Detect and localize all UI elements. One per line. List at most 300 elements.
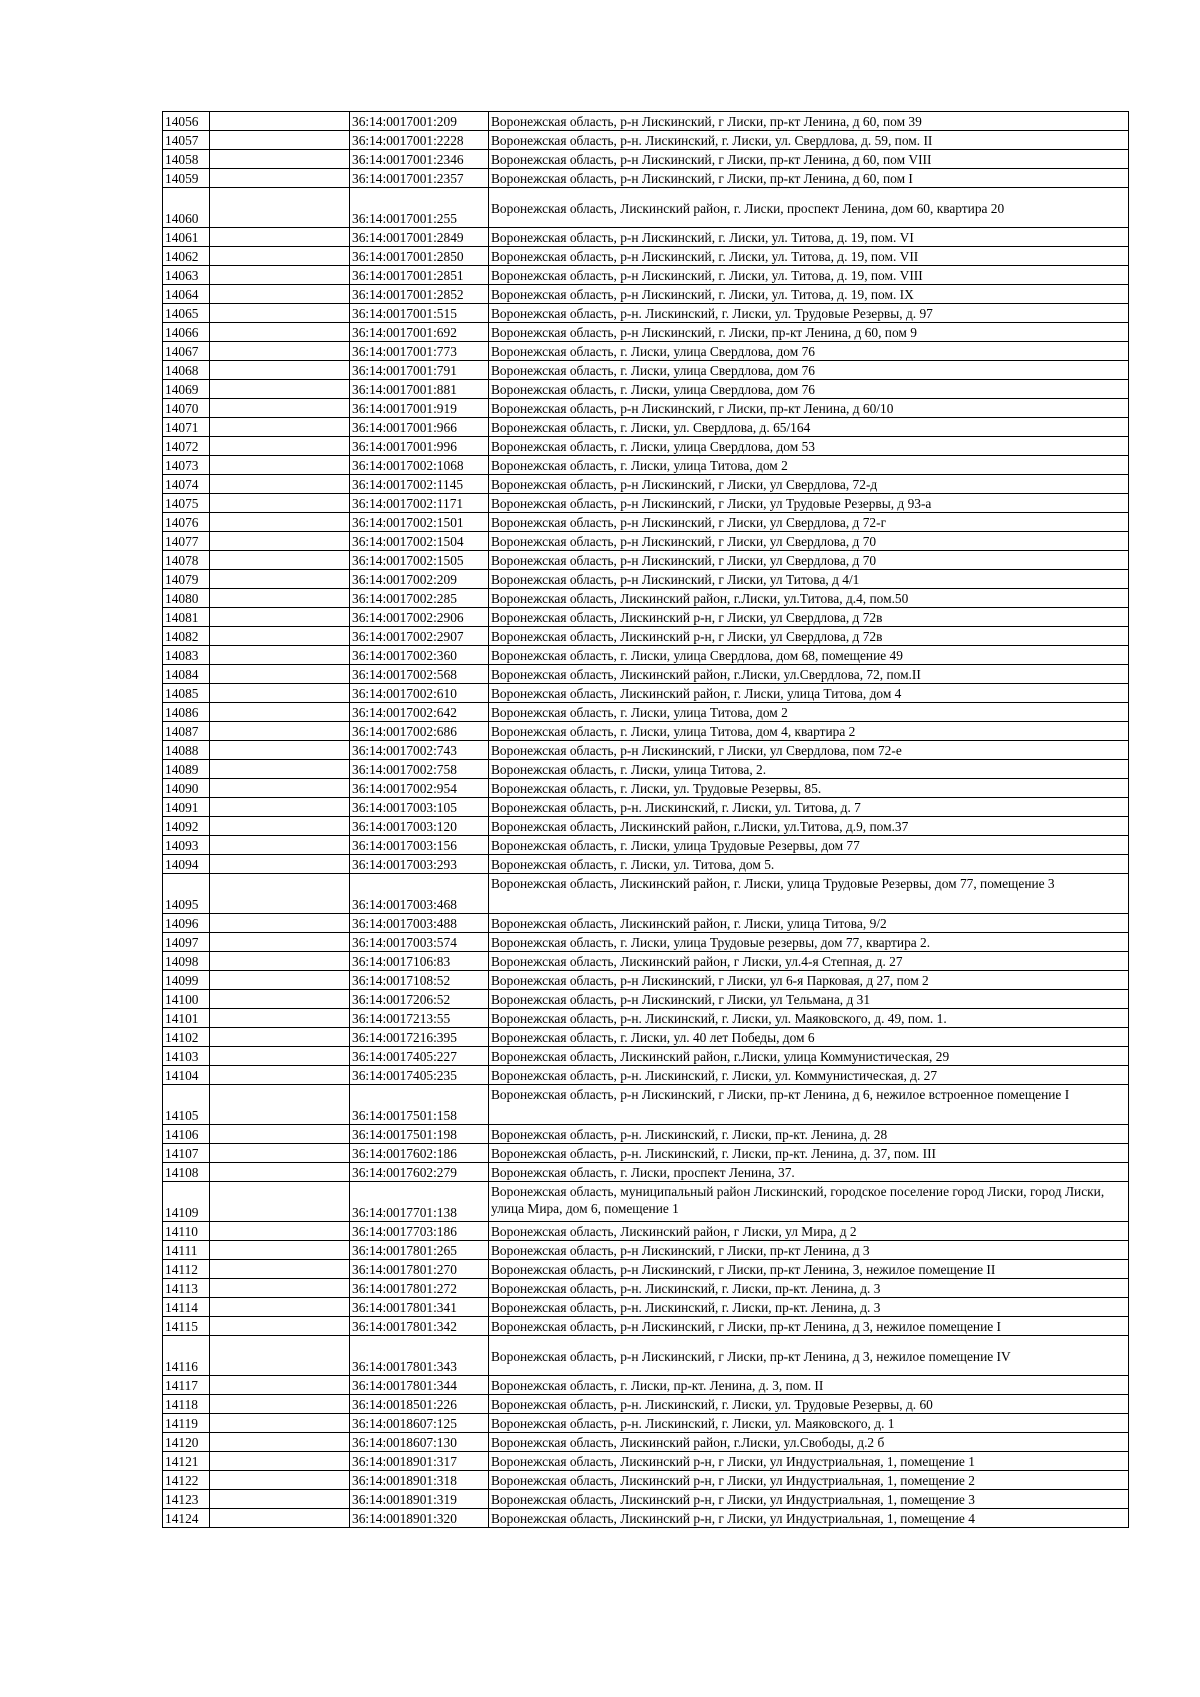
blank-cell [210,1317,350,1336]
cadastral-number-cell: 36:14:0017001:881 [350,380,489,399]
table-row [163,570,1129,589]
address-cell: Воронежская область, р-н Лискинский, г Лиски, пр-кт Ленина, д 3 [489,1241,1129,1260]
table-row [163,266,1129,285]
cadastral-number-cell: 36:14:0017001:2850 [350,247,489,266]
address-cell: Воронежская область, р-н Лискинский, г. Лиски, ул. Титова, д. 19, пом. IX [489,285,1129,304]
blank-cell [210,247,350,266]
address-cell: Воронежская область, р-н Лискинский, г. Лиски, ул. Титова, д. 19, пом. VII [489,247,1129,266]
blank-cell [210,798,350,817]
cadastral-number-cell: 36:14:0018901:320 [350,1509,489,1528]
row-number-cell: 14073 [163,456,210,475]
table-row [163,1336,1129,1376]
cadastral-number-cell: 36:14:0017213:55 [350,1009,489,1028]
cadastral-number-cell: 36:14:0017002:954 [350,779,489,798]
cadastral-number-cell: 36:14:0017003:156 [350,836,489,855]
row-number-cell: 14064 [163,285,210,304]
table-row [163,1028,1129,1047]
table-row [163,399,1129,418]
address-cell: Воронежская область, г. Лиски, улица Титова, дом 4, квартира 2 [489,722,1129,741]
row-number-cell: 14081 [163,608,210,627]
table-row [163,933,1129,952]
address-cell: Воронежская область, р-н Лискинский, г Лиски, ул Титова, д 4/1 [489,570,1129,589]
blank-cell [210,570,350,589]
blank-cell [210,722,350,741]
address-cell: Воронежская область, г. Лиски, улица Свердлова, дом 76 [489,380,1129,399]
table-row [163,475,1129,494]
cadastral-number-cell: 36:14:0017405:227 [350,1047,489,1066]
row-number-cell: 14078 [163,551,210,570]
address-cell: Воронежская область, г. Лиски, проспект Ленина, 37. [489,1163,1129,1182]
table-row [163,1317,1129,1336]
blank-cell [210,665,350,684]
row-number-cell: 14077 [163,532,210,551]
table-row [163,627,1129,646]
table-row [163,1066,1129,1085]
address-cell: Воронежская область, г. Лиски, улица Титова, 2. [489,760,1129,779]
cadastral-number-cell: 36:14:0017001:2357 [350,169,489,188]
cadastral-number-cell: 36:14:0018901:319 [350,1490,489,1509]
row-number-cell: 14072 [163,437,210,456]
blank-cell [210,456,350,475]
blank-cell [210,1395,350,1414]
blank-cell [210,646,350,665]
table-row [163,1163,1129,1182]
row-number-cell: 14124 [163,1509,210,1528]
address-cell: Воронежская область, г. Лиски, ул. Трудовые Резервы, 85. [489,779,1129,798]
row-number-cell: 14111 [163,1241,210,1260]
records-table [162,111,1129,1528]
row-number-cell: 14102 [163,1028,210,1047]
table-row [163,1085,1129,1125]
cadastral-number-cell: 36:14:0017001:773 [350,342,489,361]
blank-cell [210,304,350,323]
address-cell: Воронежская область, р-н. Лискинский, г. Лиски, ул. Трудовые Резервы, д. 60 [489,1395,1129,1414]
address-cell: Воронежская область, р-н. Лискинский, г. Лиски, ул. Свердлова, д. 59, пом. II [489,131,1129,150]
row-number-cell: 14107 [163,1144,210,1163]
table-row [163,1125,1129,1144]
table-row [163,741,1129,760]
table-row [163,169,1129,188]
table-row [163,722,1129,741]
row-number-cell: 14079 [163,570,210,589]
row-number-cell: 14114 [163,1298,210,1317]
table-row [163,1222,1129,1241]
blank-cell [210,1144,350,1163]
address-cell: Воронежская область, г. Лиски, ул. Титова, дом 5. [489,855,1129,874]
cadastral-number-cell: 36:14:0017216:395 [350,1028,489,1047]
blank-cell [210,380,350,399]
table-row [163,589,1129,608]
blank-cell [210,361,350,380]
row-number-cell: 14087 [163,722,210,741]
cadastral-number-cell: 36:14:0017001:2849 [350,228,489,247]
blank-cell [210,1028,350,1047]
table-row [163,855,1129,874]
table-row [163,1490,1129,1509]
row-number-cell: 14117 [163,1376,210,1395]
blank-cell [210,1471,350,1490]
cadastral-number-cell: 36:14:0017002:1504 [350,532,489,551]
table-row [163,456,1129,475]
blank-cell [210,131,350,150]
table-row [163,1279,1129,1298]
blank-cell [210,285,350,304]
blank-cell [210,1182,350,1222]
row-number-cell: 14074 [163,475,210,494]
blank-cell [210,418,350,437]
address-cell: Воронежская область, р-н. Лискинский, г. Лиски, ул. Маяковского, д. 49, пом. 1. [489,1009,1129,1028]
row-number-cell: 14069 [163,380,210,399]
address-cell: Воронежская область, Лискинский район, г.Лиски, ул.Титова, д.9, пом.37 [489,817,1129,836]
table-row [163,342,1129,361]
address-cell: Воронежская область, Лискинский р-н, г Лиски, ул Индустриальная, 1, помещение 4 [489,1509,1129,1528]
table-row [163,703,1129,722]
row-number-cell: 14095 [163,874,210,914]
blank-cell [210,1222,350,1241]
row-number-cell: 14099 [163,971,210,990]
cadastral-number-cell: 36:14:0017002:1505 [350,551,489,570]
cadastral-number-cell: 36:14:0017108:52 [350,971,489,990]
address-cell: Воронежская область, муниципальный район Лискинский, городское поселение город Лиски, город Лиски, улица Мира, дом 6, помещение 1 [489,1182,1129,1222]
blank-cell [210,1509,350,1528]
table-row [163,188,1129,228]
table-row [163,1433,1129,1452]
address-cell: Воронежская область, г. Лиски, ул. Свердлова, д. 65/164 [489,418,1129,437]
cadastral-number-cell: 36:14:0017801:344 [350,1376,489,1395]
address-cell: Воронежская область, р-н Лискинский, г Лиски, ул Трудовые Резервы, д 93-а [489,494,1129,513]
row-number-cell: 14104 [163,1066,210,1085]
address-cell: Воронежская область, р-н. Лискинский, г. Лиски, ул. Маяковского, д. 1 [489,1414,1129,1433]
address-cell: Воронежская область, р-н Лискинский, г Лиски, пр-кт Ленина, д 60, пом 39 [489,112,1129,131]
row-number-cell: 14060 [163,188,210,228]
row-number-cell: 14119 [163,1414,210,1433]
address-cell: Воронежская область, Лискинский район, г.Лиски, ул.Свердлова, 72, пом.II [489,665,1129,684]
address-cell: Воронежская область, г. Лиски, улица Титова, дом 2 [489,703,1129,722]
blank-cell [210,1241,350,1260]
table-row [163,646,1129,665]
table-row [163,608,1129,627]
row-number-cell: 14059 [163,169,210,188]
cadastral-number-cell: 36:14:0017001:515 [350,304,489,323]
row-number-cell: 14057 [163,131,210,150]
row-number-cell: 14106 [163,1125,210,1144]
cadastral-number-cell: 36:14:0017002:285 [350,589,489,608]
cadastral-number-cell: 36:14:0017002:209 [350,570,489,589]
table-row [163,836,1129,855]
address-cell: Воронежская область, Лискинский район, г.Лиски, ул.Титова, д.4, пом.50 [489,589,1129,608]
blank-cell [210,266,350,285]
table-row [163,1471,1129,1490]
table-row [163,798,1129,817]
cadastral-number-cell: 36:14:0017001:2346 [350,150,489,169]
address-cell: Воронежская область, р-н Лискинский, г Лиски, ул Свердлова, д 70 [489,532,1129,551]
address-cell: Воронежская область, г. Лиски, ул. 40 лет Победы, дом 6 [489,1028,1129,1047]
address-cell: Воронежская область, Лискинский р-н, г Лиски, ул Свердлова, д 72в [489,608,1129,627]
address-cell: Воронежская область, р-н. Лискинский, г. Лиски, пр-кт. Ленина, д. 28 [489,1125,1129,1144]
table-row [163,779,1129,798]
blank-cell [210,150,350,169]
address-cell: Воронежская область, р-н Лискинский, г Лиски, ул Свердлова, д 72-г [489,513,1129,532]
blank-cell [210,188,350,228]
cadastral-number-cell: 36:14:0017002:568 [350,665,489,684]
row-number-cell: 14063 [163,266,210,285]
blank-cell [210,1085,350,1125]
blank-cell [210,589,350,608]
cadastral-number-cell: 36:14:0017001:2852 [350,285,489,304]
blank-cell [210,1298,350,1317]
cadastral-number-cell: 36:14:0018607:130 [350,1433,489,1452]
cadastral-number-cell: 36:14:0017002:610 [350,684,489,703]
cadastral-number-cell: 36:14:0017801:341 [350,1298,489,1317]
blank-cell [210,684,350,703]
table-row [163,1509,1129,1528]
address-cell: Воронежская область, Лискинский район, г. Лиски, улица Трудовые Резервы, дом 77, помещение 3 [489,874,1129,914]
address-cell: Воронежская область, р-н Лискинский, г Лиски, пр-кт Ленина, 3, нежилое помещение II [489,1260,1129,1279]
table-row [163,874,1129,914]
row-number-cell: 14115 [163,1317,210,1336]
table-row [163,1009,1129,1028]
row-number-cell: 14100 [163,990,210,1009]
address-cell: Воронежская область, г. Лиски, пр-кт. Ленина, д. 3, пом. II [489,1376,1129,1395]
table-row [163,952,1129,971]
table-row [163,437,1129,456]
blank-cell [210,741,350,760]
blank-cell [210,323,350,342]
cadastral-number-cell: 36:14:0017003:488 [350,914,489,933]
cadastral-number-cell: 36:14:0018607:125 [350,1414,489,1433]
address-cell: Воронежская область, р-н Лискинский, г Лиски, пр-кт Ленина, д 60/10 [489,399,1129,418]
cadastral-number-cell: 36:14:0018501:226 [350,1395,489,1414]
row-number-cell: 14101 [163,1009,210,1028]
row-number-cell: 14122 [163,1471,210,1490]
blank-cell [210,836,350,855]
cadastral-number-cell: 36:14:0017002:1068 [350,456,489,475]
cadastral-number-cell: 36:14:0017405:235 [350,1066,489,1085]
table-row [163,1241,1129,1260]
address-cell: Воронежская область, р-н Лискинский, г Лиски, ул Свердлова, д 70 [489,551,1129,570]
cadastral-number-cell: 36:14:0017001:966 [350,418,489,437]
table-row [163,323,1129,342]
row-number-cell: 14116 [163,1336,210,1376]
cadastral-number-cell: 36:14:0017501:198 [350,1125,489,1144]
row-number-cell: 14088 [163,741,210,760]
cadastral-number-cell: 36:14:0017501:158 [350,1085,489,1125]
row-number-cell: 14061 [163,228,210,247]
cadastral-number-cell: 36:14:0017801:265 [350,1241,489,1260]
blank-cell [210,933,350,952]
blank-cell [210,551,350,570]
blank-cell [210,437,350,456]
table-row [163,285,1129,304]
address-cell: Воронежская область, Лискинский район, г. Лиски, улица Титова, дом 4 [489,684,1129,703]
blank-cell [210,513,350,532]
cadastral-number-cell: 36:14:0017002:1501 [350,513,489,532]
row-number-cell: 14091 [163,798,210,817]
address-cell: Воронежская область, Лискинский р-н, г Лиски, ул Индустриальная, 1, помещение 2 [489,1471,1129,1490]
cadastral-number-cell: 36:14:0017801:270 [350,1260,489,1279]
cadastral-number-cell: 36:14:0017002:2907 [350,627,489,646]
table-row [163,971,1129,990]
address-cell: Воронежская область, р-н Лискинский, г. Лиски, ул. Титова, д. 19, пом. VIII [489,266,1129,285]
address-cell: Воронежская область, г. Лиски, улица Трудовые резервы, дом 77, квартира 2. [489,933,1129,952]
row-number-cell: 14084 [163,665,210,684]
blank-cell [210,1452,350,1471]
table-row [163,1395,1129,1414]
cadastral-number-cell: 36:14:0017003:574 [350,933,489,952]
address-cell: Воронежская область, р-н Лискинский, г Лиски, ул Свердлова, пом 72-е [489,741,1129,760]
address-cell: Воронежская область, р-н Лискинский, г Лиски, ул Тельмана, д 31 [489,990,1129,1009]
address-cell: Воронежская область, р-н. Лискинский, г. Лиски, ул. Титова, д. 7 [489,798,1129,817]
blank-cell [210,874,350,914]
cadastral-number-cell: 36:14:0017602:186 [350,1144,489,1163]
address-cell: Воронежская область, р-н. Лискинский, г. Лиски, пр-кт. Ленина, д. 3 [489,1298,1129,1317]
table-row [163,551,1129,570]
cadastral-number-cell: 36:14:0017206:52 [350,990,489,1009]
table-row [163,1376,1129,1395]
cadastral-number-cell: 36:14:0017701:138 [350,1182,489,1222]
row-number-cell: 14062 [163,247,210,266]
cadastral-number-cell: 36:14:0017002:360 [350,646,489,665]
cadastral-number-cell: 36:14:0017801:342 [350,1317,489,1336]
cadastral-number-cell: 36:14:0017002:758 [350,760,489,779]
table-row [163,380,1129,399]
address-cell: Воронежская область, р-н. Лискинский, г. Лиски, пр-кт. Ленина, д. 37, пом. III [489,1144,1129,1163]
address-cell: Воронежская область, г. Лиски, улица Трудовые Резервы, дом 77 [489,836,1129,855]
address-cell: Воронежская область, г. Лиски, улица Свердлова, дом 53 [489,437,1129,456]
cadastral-number-cell: 36:14:0018901:318 [350,1471,489,1490]
table-row [163,228,1129,247]
cadastral-number-cell: 36:14:0017003:120 [350,817,489,836]
blank-cell [210,703,350,722]
blank-cell [210,1336,350,1376]
row-number-cell: 14120 [163,1433,210,1452]
blank-cell [210,1125,350,1144]
blank-cell [210,532,350,551]
address-cell: Воронежская область, р-н. Лискинский, г. Лиски, ул. Трудовые Резервы, д. 97 [489,304,1129,323]
table-row [163,532,1129,551]
table-row [163,112,1129,131]
cadastral-number-cell: 36:14:0017001:791 [350,361,489,380]
address-cell: Воронежская область, г. Лиски, улица Свердлова, дом 76 [489,361,1129,380]
row-number-cell: 14070 [163,399,210,418]
table-row [163,494,1129,513]
cadastral-number-cell: 36:14:0018901:317 [350,1452,489,1471]
cadastral-number-cell: 36:14:0017602:279 [350,1163,489,1182]
row-number-cell: 14108 [163,1163,210,1182]
table-row [163,150,1129,169]
row-number-cell: 14080 [163,589,210,608]
blank-cell [210,1433,350,1452]
row-number-cell: 14097 [163,933,210,952]
blank-cell [210,112,350,131]
table-row [163,665,1129,684]
blank-cell [210,971,350,990]
blank-cell [210,169,350,188]
address-cell: Воронежская область, р-н. Лискинский, г. Лиски, пр-кт. Ленина, д. 3 [489,1279,1129,1298]
row-number-cell: 14076 [163,513,210,532]
row-number-cell: 14103 [163,1047,210,1066]
table-row [163,361,1129,380]
address-cell: Воронежская область, р-н Лискинский, г Лиски, пр-кт Ленина, д 60, пом VIII [489,150,1129,169]
blank-cell [210,494,350,513]
cadastral-number-cell: 36:14:0017002:1171 [350,494,489,513]
cadastral-number-cell: 36:14:0017801:272 [350,1279,489,1298]
row-number-cell: 14094 [163,855,210,874]
row-number-cell: 14105 [163,1085,210,1125]
address-cell: Воронежская область, р-н Лискинский, г. Лиски, ул. Титова, д. 19, пом. VI [489,228,1129,247]
address-cell: Воронежская область, Лискинский район, г. Лиски, проспект Ленина, дом 60, квартира 20 [489,188,1129,228]
row-number-cell: 14110 [163,1222,210,1241]
cadastral-number-cell: 36:14:0017801:343 [350,1336,489,1376]
blank-cell [210,1009,350,1028]
address-cell: Воронежская область, р-н Лискинский, г Лиски, пр-кт Ленина, д 3, нежилое помещение I [489,1317,1129,1336]
blank-cell [210,342,350,361]
blank-cell [210,1047,350,1066]
row-number-cell: 14083 [163,646,210,665]
address-cell: Воронежская область, р-н Лискинский, г Лиски, ул 6-я Парковая, д 27, пом 2 [489,971,1129,990]
blank-cell [210,475,350,494]
cadastral-number-cell: 36:14:0017002:642 [350,703,489,722]
address-cell: Воронежская область, Лискинский р-н, г Лиски, ул Индустриальная, 1, помещение 1 [489,1452,1129,1471]
cadastral-number-cell: 36:14:0017002:686 [350,722,489,741]
cadastral-number-cell: 36:14:0017003:105 [350,798,489,817]
blank-cell [210,914,350,933]
row-number-cell: 14098 [163,952,210,971]
row-number-cell: 14056 [163,112,210,131]
cadastral-number-cell: 36:14:0017703:186 [350,1222,489,1241]
blank-cell [210,952,350,971]
cadastral-number-cell: 36:14:0017002:1145 [350,475,489,494]
blank-cell [210,990,350,1009]
blank-cell [210,627,350,646]
table-row [163,1298,1129,1317]
row-number-cell: 14085 [163,684,210,703]
table-row [163,684,1129,703]
blank-cell [210,760,350,779]
address-cell: Воронежская область, г. Лиски, улица Свердлова, дом 76 [489,342,1129,361]
cadastral-number-cell: 36:14:0017002:743 [350,741,489,760]
table-row [163,418,1129,437]
table-row [163,914,1129,933]
row-number-cell: 14109 [163,1182,210,1222]
blank-cell [210,399,350,418]
table-row [163,1182,1129,1222]
cadastral-number-cell: 36:14:0017106:83 [350,952,489,971]
cadastral-number-cell: 36:14:0017001:692 [350,323,489,342]
row-number-cell: 14089 [163,760,210,779]
row-number-cell: 14058 [163,150,210,169]
address-cell: Воронежская область, Лискинский район, г.Лиски, улица Коммунистическая, 29 [489,1047,1129,1066]
address-cell: Воронежская область, р-н Лискинский, г Лиски, ул Свердлова, 72-д [489,475,1129,494]
blank-cell [210,1490,350,1509]
row-number-cell: 14092 [163,817,210,836]
cadastral-number-cell: 36:14:0017001:2228 [350,131,489,150]
address-cell: Воронежская область, р-н Лискинский, г Лиски, пр-кт Ленина, д 6, нежилое встроенное помещение I [489,1085,1129,1125]
blank-cell [210,817,350,836]
row-number-cell: 14121 [163,1452,210,1471]
row-number-cell: 14065 [163,304,210,323]
table-row [163,131,1129,150]
row-number-cell: 14068 [163,361,210,380]
row-number-cell: 14118 [163,1395,210,1414]
cadastral-number-cell: 36:14:0017003:468 [350,874,489,914]
blank-cell [210,779,350,798]
row-number-cell: 14066 [163,323,210,342]
address-cell: Воронежская область, Лискинский р-н, г Лиски, ул Индустриальная, 1, помещение 3 [489,1490,1129,1509]
table-row [163,304,1129,323]
blank-cell [210,1066,350,1085]
address-cell: Воронежская область, р-н Лискинский, г. Лиски, пр-кт Ленина, д 60, пом 9 [489,323,1129,342]
